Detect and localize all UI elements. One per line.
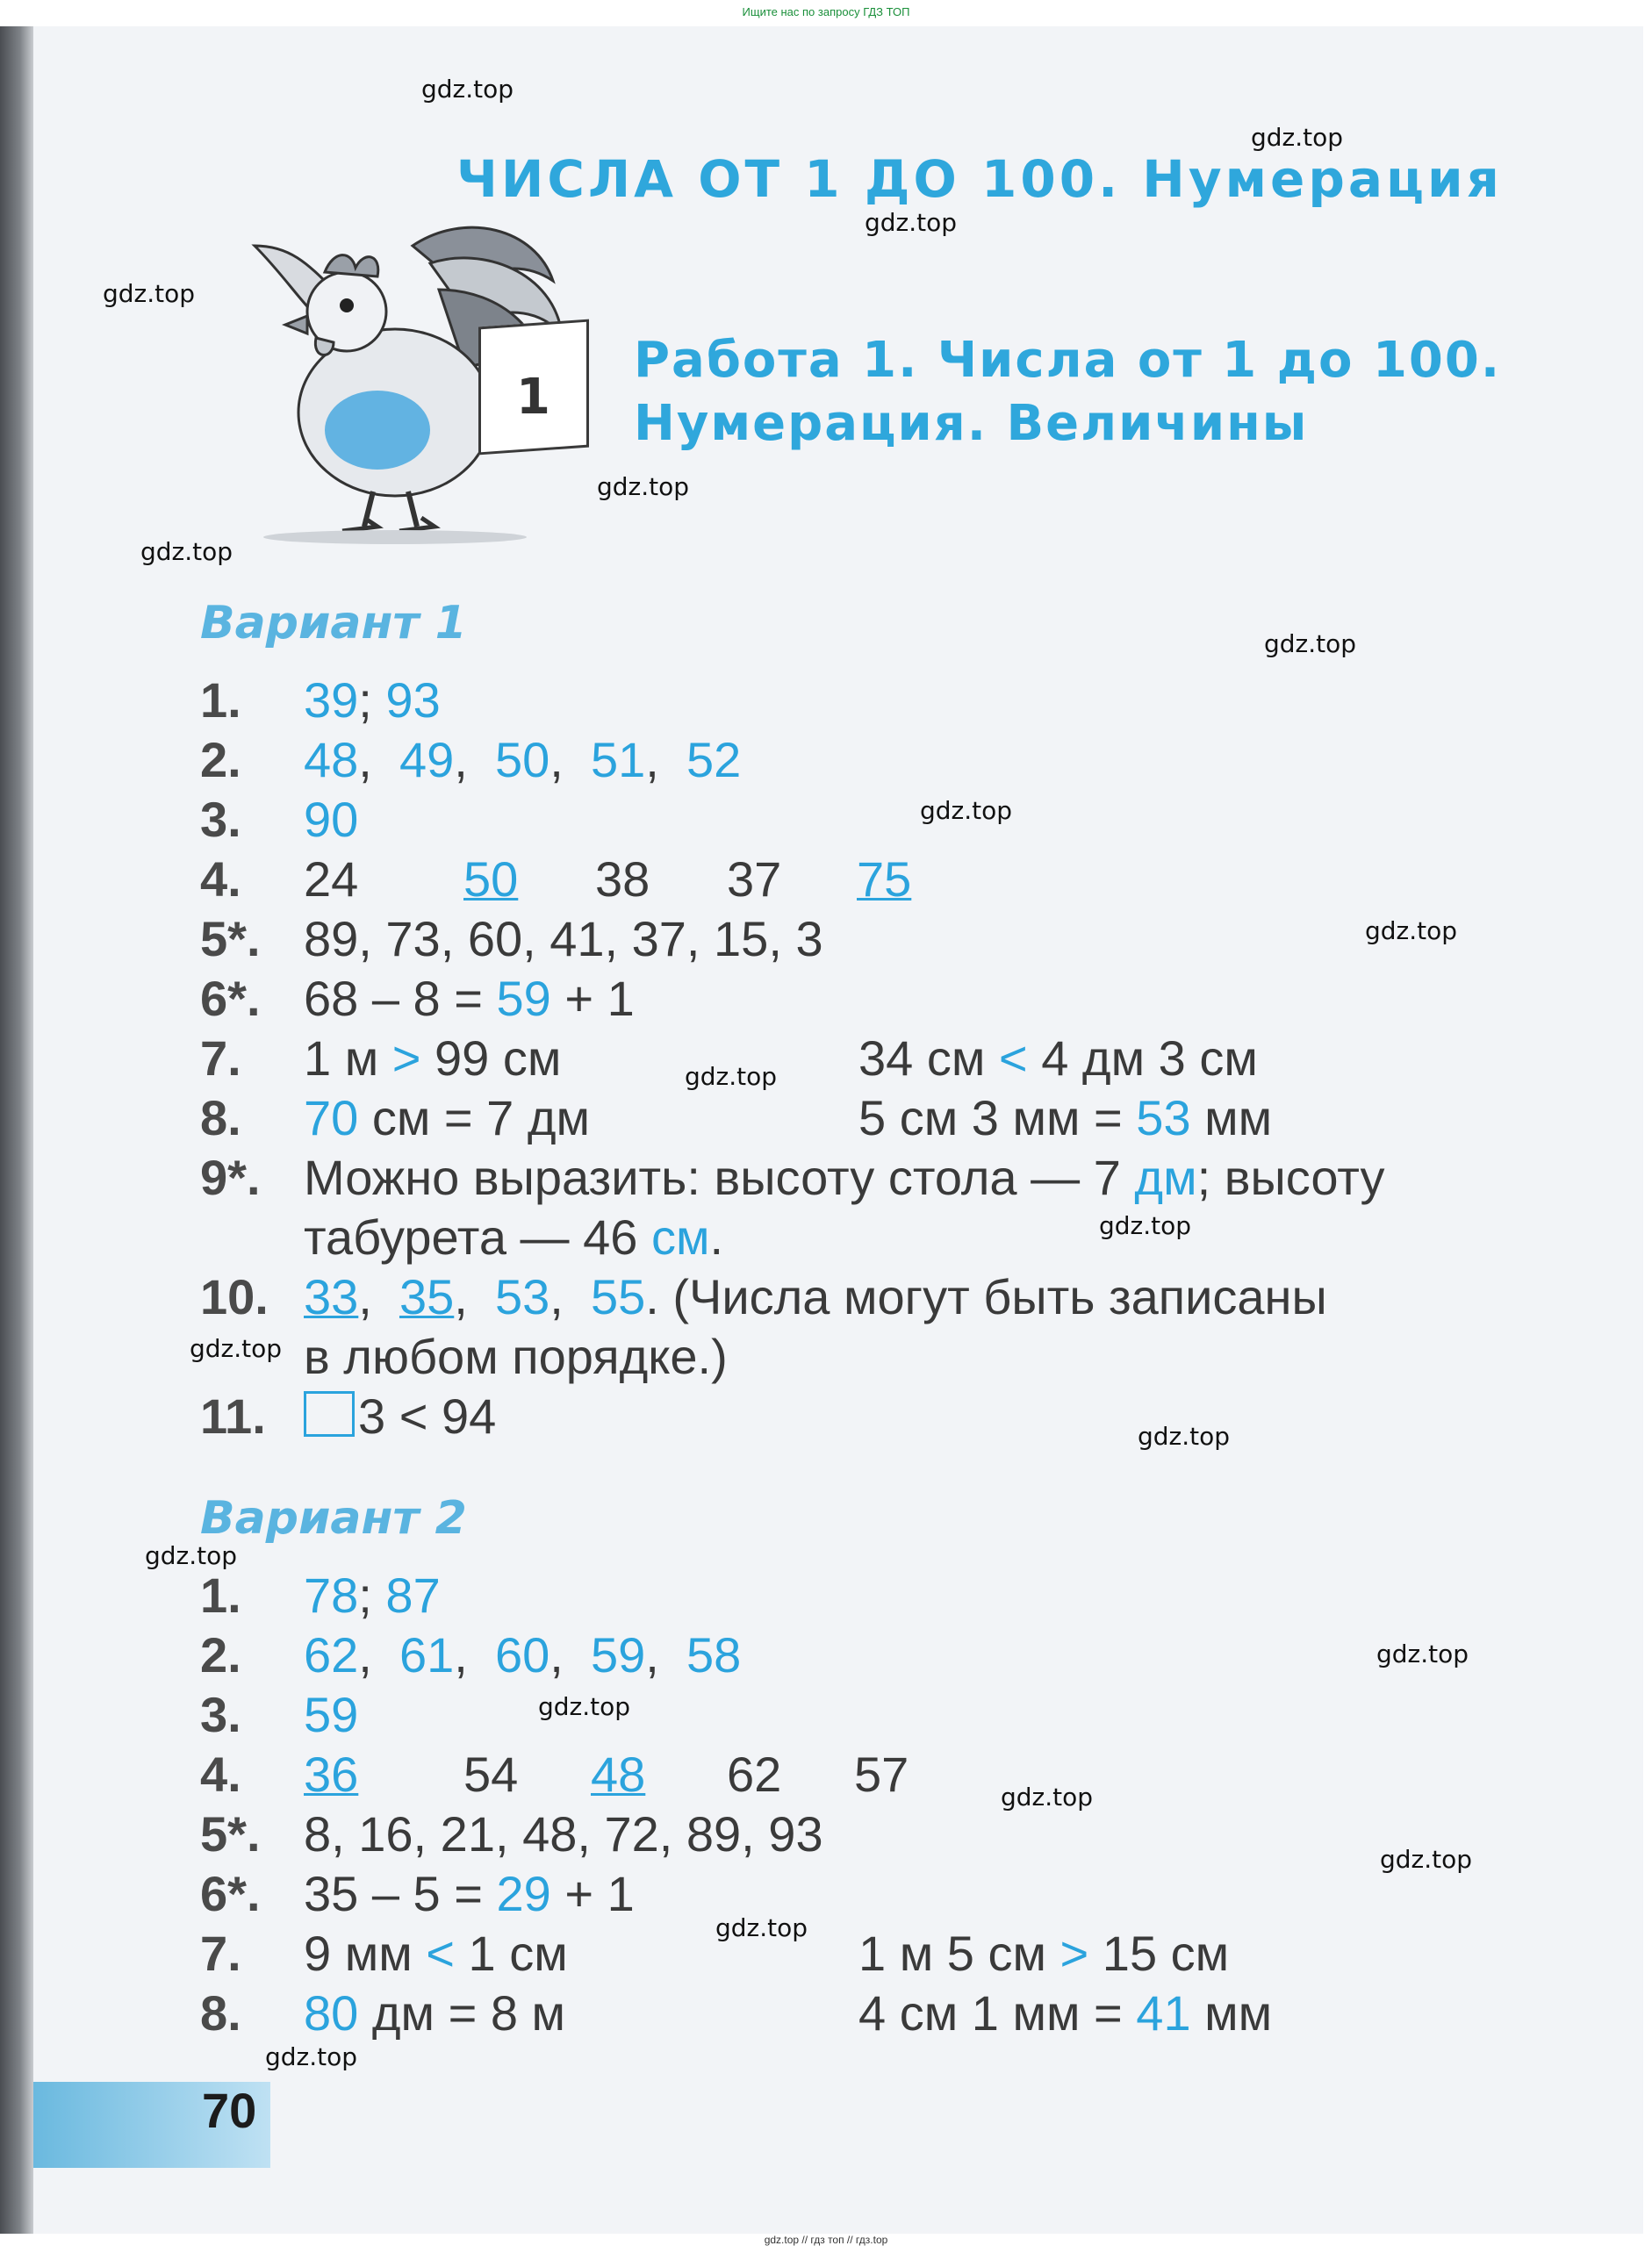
v1-task-4: [200, 850, 1166, 909]
task-number: 7.: [200, 1926, 241, 1981]
expression: 68 – 8 =: [304, 971, 483, 1026]
value: 38: [595, 851, 650, 907]
value: 54: [463, 1747, 519, 1802]
variant1-heading: Вариант 1: [200, 597, 467, 649]
answer: 50: [494, 732, 550, 787]
v1-task-7: [200, 1029, 1605, 1088]
watermark: gdz.top: [1001, 1783, 1094, 1812]
expression: 1 м: [304, 1030, 379, 1086]
task-number: 8.: [200, 1090, 241, 1145]
v1-task-11: [200, 1387, 496, 1446]
task-number: 8.: [200, 1985, 241, 2041]
answer: 53: [1136, 1090, 1191, 1145]
answer: 35: [399, 1269, 455, 1324]
task-number: 10.: [200, 1269, 269, 1324]
watermark: gdz.top: [145, 1541, 238, 1570]
expression: дм = 8 м: [371, 1985, 566, 2041]
v1-task-8: [200, 1088, 1605, 1148]
expression: + 1: [564, 1866, 635, 1921]
watermark: gdz.top: [597, 472, 690, 501]
watermark: gdz.top: [1138, 1422, 1231, 1451]
text: Можно выразить: высоту стола — 7: [304, 1150, 1121, 1205]
expression: 5 см 3 мм =: [858, 1090, 1123, 1145]
answer: 70: [304, 1090, 359, 1145]
answer: 55: [590, 1269, 646, 1324]
answer-text: 89, 73, 60, 41, 37, 15, 3: [304, 911, 823, 966]
answer: 60: [494, 1627, 550, 1683]
answer: <: [998, 1030, 1028, 1086]
task-number: 6*.: [200, 1866, 261, 1921]
task-number: 2.: [200, 1627, 241, 1683]
watermark: gdz.top: [685, 1062, 778, 1091]
task-number: 3.: [200, 792, 241, 847]
v1-task-3: [200, 790, 358, 850]
expression: 3 < 94: [358, 1388, 497, 1444]
answer: см: [650, 1209, 710, 1265]
answer: 90: [304, 792, 359, 847]
expression: 34 см: [858, 1030, 986, 1086]
empty-box-icon: [304, 1391, 355, 1437]
watermark: gdz.top: [715, 1913, 808, 1942]
watermark: gdz.top: [865, 208, 958, 237]
answer-text: 8, 16, 21, 48, 72, 89, 93: [304, 1806, 823, 1862]
expression: 9 мм: [304, 1926, 413, 1981]
expression: + 1: [564, 971, 635, 1026]
work-title-line2: Нумерация. Величины: [634, 395, 1309, 452]
watermark: gdz.top: [1365, 916, 1458, 945]
work-number: 1: [516, 369, 550, 426]
task-number: 4.: [200, 851, 241, 907]
v2-task-2: 2. 62, 61, 60, 59, 58: [200, 1625, 741, 1685]
answer: >: [391, 1030, 421, 1086]
expression: 15 см: [1102, 1926, 1230, 1981]
v1-task-1: [200, 671, 441, 730]
text: ; высоту: [1196, 1150, 1385, 1205]
task-number: 1.: [200, 672, 241, 728]
task-number: 11.: [200, 1388, 266, 1444]
answer: 51: [590, 732, 646, 787]
v1-task-9-line1: [200, 1148, 1385, 1208]
task-number: 3.: [200, 1687, 241, 1742]
task-number: 6*.: [200, 971, 261, 1026]
answer: 29: [496, 1866, 551, 1921]
variant2-heading: Вариант 2: [200, 1492, 467, 1545]
answer: 41: [1136, 1985, 1191, 2041]
separator: ;: [358, 1568, 372, 1623]
v2-task-3: [200, 1685, 358, 1745]
answer: 48: [591, 1747, 646, 1802]
watermark: gdz.top: [920, 796, 1013, 825]
watermark: gdz.top: [1380, 1845, 1473, 1874]
answer: дм: [1134, 1150, 1197, 1205]
answer: 59: [496, 971, 551, 1026]
value: 57: [854, 1747, 909, 1802]
text: .: [709, 1209, 724, 1265]
expression: 4 дм 3 см: [1041, 1030, 1258, 1086]
expression: 35 – 5 =: [304, 1866, 483, 1921]
task-number: 1.: [200, 1568, 241, 1623]
value: 62: [727, 1747, 782, 1802]
answer: 50: [463, 851, 519, 907]
answer: 33: [304, 1269, 359, 1324]
page-number: 70: [202, 2083, 257, 2138]
top-note: Ищите нас по запросу ГДЗ ТОП: [742, 5, 910, 18]
v1-task-5: [200, 909, 823, 969]
answer: 48: [304, 732, 359, 787]
v1-task-10-line2: [200, 1327, 728, 1387]
answer: <: [426, 1926, 455, 1981]
task-number: 4.: [200, 1747, 241, 1802]
watermark: gdz.top: [1264, 629, 1357, 658]
answer: 93: [385, 672, 441, 728]
answer: 52: [686, 732, 742, 787]
text: табурета — 46: [304, 1209, 638, 1265]
expression: 4 см 1 мм =: [858, 1985, 1123, 2041]
answer: 80: [304, 1985, 359, 2041]
v1-task-10-line1: 10. 33, 35, 53, 55. (Числа могут быть записаны: [200, 1267, 1327, 1327]
task-number: 7.: [200, 1030, 241, 1086]
answer: 62: [304, 1627, 359, 1683]
watermark: gdz.top: [1251, 123, 1344, 152]
answer: >: [1059, 1926, 1089, 1981]
v2-task-6: [200, 1864, 635, 1924]
work-title: [634, 329, 1501, 456]
text: . (Числа могут быть записаны: [645, 1269, 1327, 1324]
answer: 58: [686, 1627, 742, 1683]
watermark: gdz.top: [538, 1692, 631, 1721]
answer: 61: [399, 1627, 455, 1683]
watermark: gdz.top: [265, 2042, 358, 2071]
answer: 36: [304, 1747, 359, 1802]
expression: 1 см: [468, 1926, 568, 1981]
v1-task-6: [200, 969, 635, 1029]
answer: 53: [494, 1269, 550, 1324]
v2-task-5: [200, 1805, 823, 1864]
expression: см = 7 дм: [371, 1090, 591, 1145]
answer: 39: [304, 672, 359, 728]
expression: мм: [1204, 1090, 1273, 1145]
task-number: 5*.: [200, 1806, 261, 1862]
expression: мм: [1204, 1985, 1273, 2041]
watermark: gdz.top: [1376, 1640, 1469, 1668]
watermark: gdz.top: [421, 75, 514, 104]
answer: 59: [304, 1687, 359, 1742]
v1-task-9-line2: [200, 1208, 723, 1267]
v1-task-2: 2. 48, 49, 50, 51, 52: [200, 730, 741, 790]
v2-task-7: [200, 1924, 1605, 1984]
answer: 49: [399, 732, 455, 787]
task-number: 5*.: [200, 911, 261, 966]
text: в любом порядке.): [304, 1329, 728, 1384]
separator: ;: [358, 672, 372, 728]
v2-task-8: [200, 1984, 1605, 2043]
answer: 78: [304, 1568, 359, 1623]
work-title-line1: Работа 1. Числа от 1 до 100.: [634, 332, 1502, 389]
task-number: 9*.: [200, 1150, 261, 1205]
value: 37: [727, 851, 782, 907]
watermark: gdz.top: [140, 537, 233, 566]
watermark: gdz.top: [1099, 1211, 1192, 1240]
answer: 87: [385, 1568, 441, 1623]
page-edge: [0, 26, 33, 2234]
watermark: gdz.top: [190, 1334, 283, 1363]
task-number: 2.: [200, 732, 241, 787]
expression: 99 см: [435, 1030, 562, 1086]
v2-task-4: [200, 1745, 1166, 1805]
bottom-note: gdz.top // гдз топ // гдз.top: [764, 2234, 888, 2246]
watermark: gdz.top: [103, 279, 196, 308]
expression: 1 м 5 см: [858, 1926, 1046, 1981]
answer: 75: [857, 851, 912, 907]
answer: 59: [590, 1627, 646, 1683]
chapter-title: ЧИСЛА ОТ 1 ДО 100. Нумерация: [456, 149, 1503, 209]
v2-task-1: [200, 1566, 441, 1625]
value: 24: [304, 851, 359, 907]
